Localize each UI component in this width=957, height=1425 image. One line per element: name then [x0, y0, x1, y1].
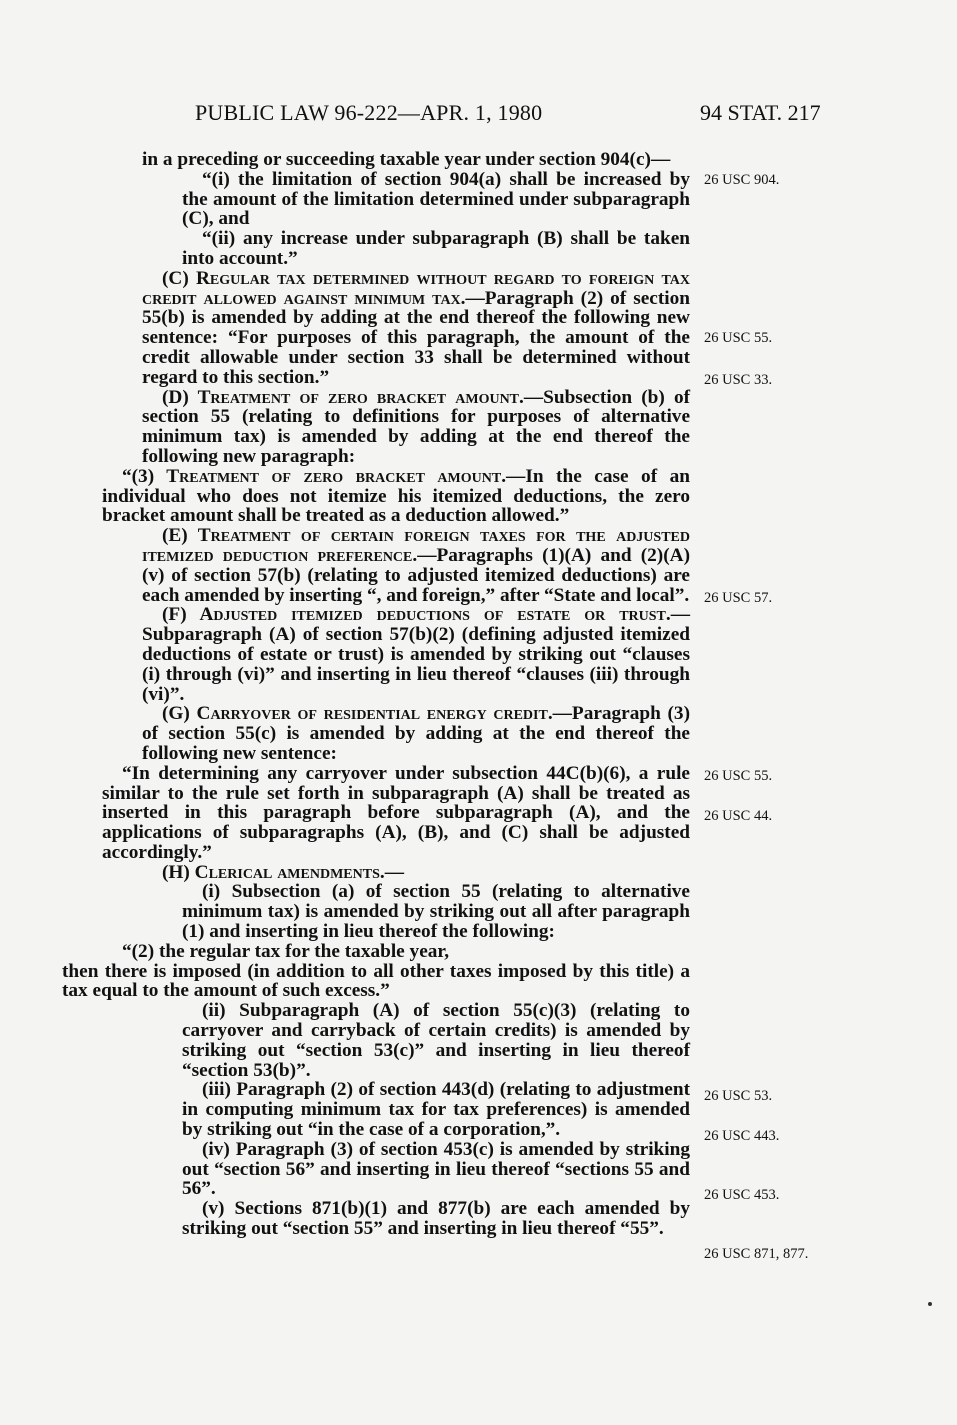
margin-citation: 26 USC 53.	[704, 1088, 773, 1104]
paragraph-text: (iii) Paragraph (2) of section 443(d) (relating to adjustment in computing minimum tax for tax preferences) is amended by striking out “in the case of a corporation,”.	[182, 1079, 690, 1141]
paragraph	[62, 764, 690, 863]
margin-citation: 26 USC 443.	[704, 1128, 780, 1144]
paragraph-text: then there is imposed (in addition to all other taxes imposed by this title) a tax equal to the amount of such excess.”	[62, 960, 690, 1002]
paragraph	[62, 150, 690, 170]
body-text	[62, 150, 690, 1239]
paragraph-text: —Subparagraph (A) of section 57(b)(2) (defining adjusted itemized deductions of estate or trust) is amended by striking out “clauses (i) through (vi)” and inserting in lieu thereof “clauses (iii) through (vi)”.	[142, 604, 690, 705]
paragraph	[62, 863, 690, 883]
paragraph	[62, 1140, 690, 1199]
paragraph	[62, 388, 690, 467]
paragraph-text: “(i) the limitation of section 904(a) shall be increased by the amount of the limitation determined under subparagraph (C), and	[182, 168, 690, 230]
margin-citation: 26 USC 904.	[704, 172, 780, 188]
paragraph-text: “(ii) any increase under subparagraph (B) shall be taken into account.”	[182, 228, 690, 269]
header-public-law: PUBLIC LAW 96-222—APR. 1, 1980	[195, 100, 543, 125]
paragraph-heading: “(3) Treatment of zero bracket amount.	[122, 465, 507, 487]
paragraph-heading: (G) Carryover of residential energy credit.	[162, 703, 553, 725]
paragraph	[62, 229, 690, 269]
paragraph-text: (ii) Subparagraph (A) of section 55(c)(3) (relating to carryover and carryback of certain credits) is amended by striking out “section 53(c)” and inserting in lieu thereof “section 53(b)”.	[182, 1000, 690, 1081]
paragraph-text: —Paragraph (2) of section 55(b) is amended by adding at the end thereof the following new sentence: “For purposes of this paragraph, the amount of the credit allowable under section 33 shall be determined without regard to this section.”	[142, 287, 690, 388]
paragraph	[62, 605, 690, 704]
paragraph-text: in a preceding or succeeding taxable year under section 904(c)—	[142, 149, 671, 170]
speck	[928, 1302, 932, 1306]
paragraph-text: —Paragraph (3) of section 55(c) is amended by adding at the end thereof the following new sentence:	[142, 703, 690, 764]
paragraph-heading: (F) Adjusted itemized deductions of estate or trust.	[162, 604, 671, 626]
paragraph-text: —In the case of an individual who does not itemize his itemized deductions, the zero bracket amount shall be treated as a deduction allowed.”	[102, 465, 690, 527]
paragraph	[62, 704, 690, 763]
paragraph-heading: (C) Regular tax determined without regard to foreign tax credit allowed against minimum tax.	[142, 267, 690, 309]
paragraph-text: —Paragraphs (1)(A) and (2)(A)(v) of section 57(b) (relating to adjusted itemized deductions) are each amended by inserting “, and foreign,” after “State and local”.	[142, 544, 690, 606]
paragraph-heading: (D) Treatment of zero bracket amount.	[162, 386, 524, 408]
margin-citation: 26 USC 44.	[704, 808, 773, 824]
margin-citation: 26 USC 55.	[704, 330, 773, 346]
paragraph-heading: (H) Clerical amendments.	[162, 861, 385, 883]
paragraph-text: (iv) Paragraph (3) of section 453(c) is amended by striking out “section 56” and inserting in lieu thereof “sections 55 and 56”.	[182, 1138, 690, 1200]
paragraph-text: (v) Sections 871(b)(1) and 877(b) are each amended by striking out “section 55” and inserting in lieu thereof “55”.	[182, 1198, 690, 1240]
margin-citation: 26 USC 453.	[704, 1187, 780, 1203]
paragraph-text: “(2) the regular tax for the taxable year,	[122, 940, 450, 962]
paragraph-text: (i) Subsection (a) of section 55 (relating to alternative minimum tax) is amended by striking out all after paragraph (1) and inserting in lieu thereof the following:	[182, 881, 690, 943]
margin-citation: 26 USC 57.	[704, 590, 773, 606]
paragraph-heading: (E) Treatment of certain foreign taxes for the adjusted itemized deduction preference.	[142, 525, 690, 566]
paragraph	[62, 1080, 690, 1139]
paragraph	[62, 170, 690, 229]
paragraph	[62, 269, 690, 388]
paragraph	[62, 1001, 690, 1080]
paragraph-text: —Subsection (b) of section 55 (relating to definitions for purposes of alternative minimum tax) is amended by adding at the end thereof the following new paragraph:	[142, 386, 691, 467]
margin-citation: 26 USC 33.	[704, 372, 773, 388]
margin-citation: 26 USC 871, 877.	[704, 1246, 809, 1262]
paragraph	[62, 526, 690, 605]
margin-citation: 26 USC 55.	[704, 768, 773, 784]
paragraph	[62, 1199, 690, 1239]
header-stat-page: 94 STAT. 217	[700, 100, 821, 125]
paragraph	[62, 882, 690, 941]
paragraph	[62, 962, 690, 1002]
paragraph	[62, 467, 690, 526]
paragraph-text: —	[384, 861, 404, 883]
paragraph-text: “In determining any carryover under subsection 44C(b)(6), a rule similar to the rule set forth in subparagraph (A) shall be treated as inserted in this paragraph before subparagraph (A), and the applications of subparagraphs (A), (B), and (C) shall be adjusted accordingly.”	[102, 762, 690, 863]
paragraph	[62, 942, 690, 962]
